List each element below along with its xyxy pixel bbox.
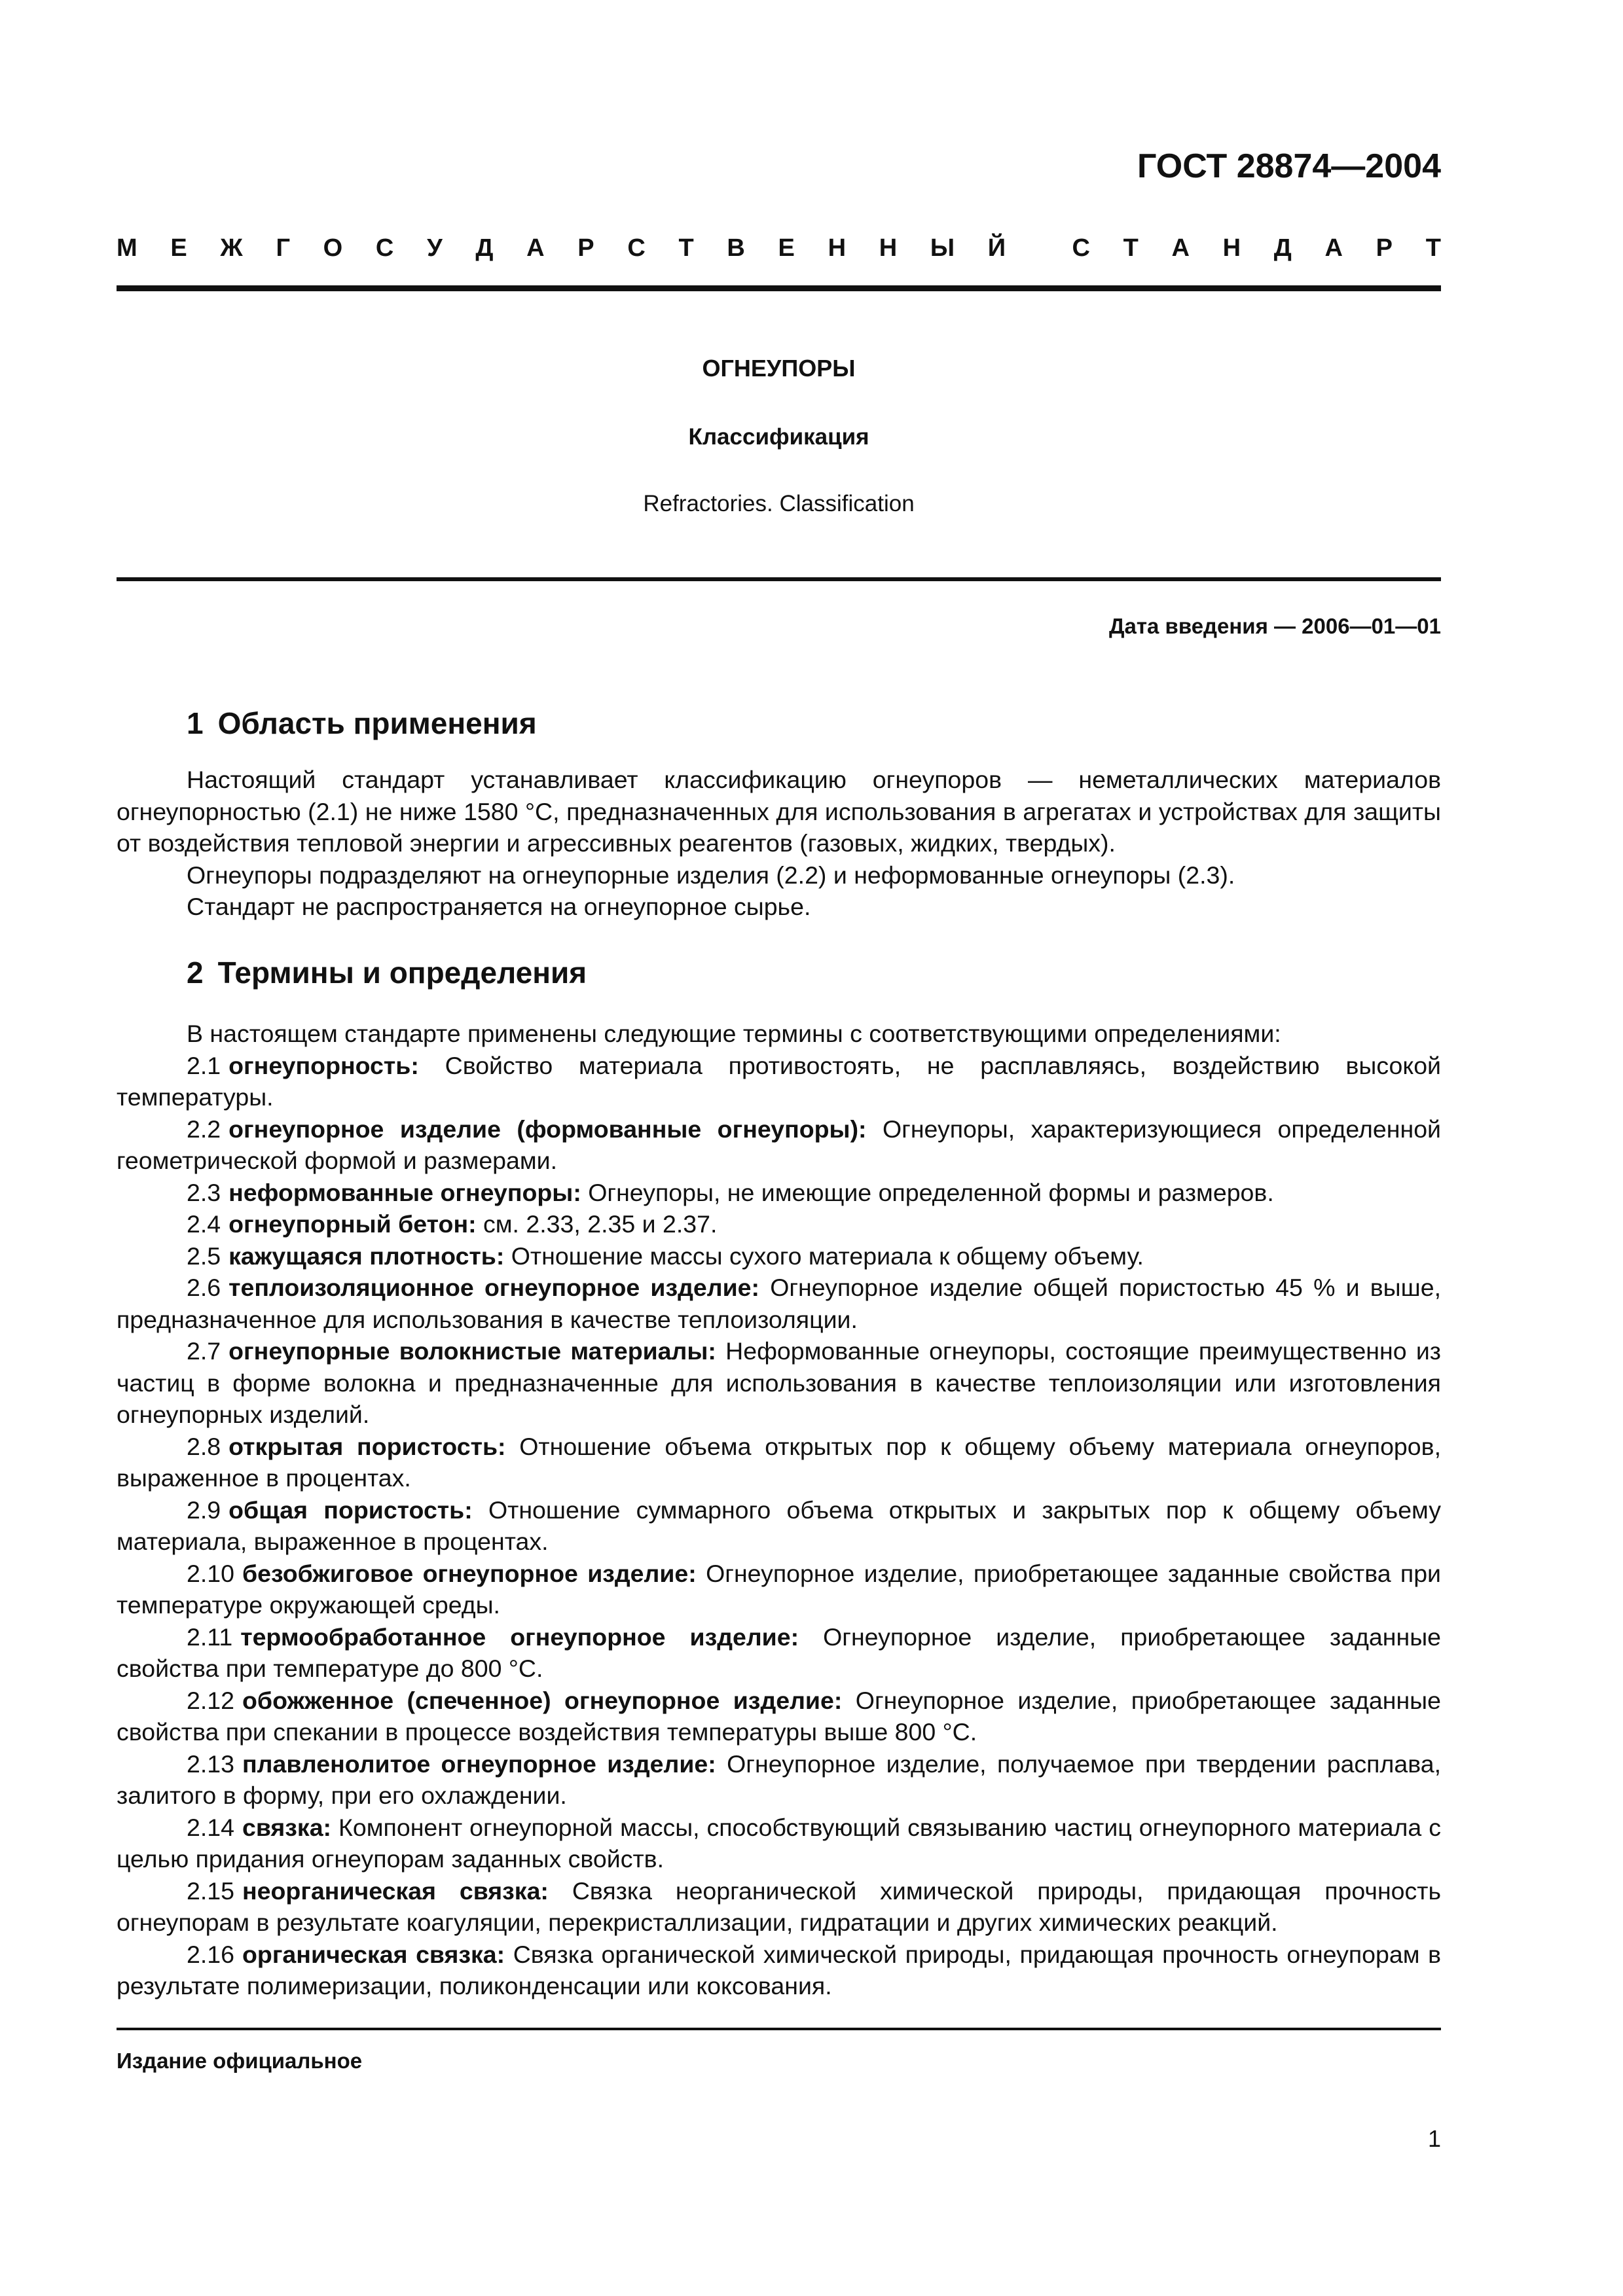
term-definition: Огнеупорное изделие, получаемое при твердении расплава, залитого в форму, при его охлаждении.	[117, 1749, 1441, 1809]
term-name: неформованные огнеупоры:	[228, 1178, 581, 1206]
term-entry	[117, 1208, 1441, 1240]
term-entry	[117, 1939, 1441, 2002]
banner-letter: Е	[778, 234, 795, 262]
term-number: 2.16	[187, 1940, 234, 1968]
term-definition: Свойство материала противостоять, не расплавляясь, воздействию высокой температуры.	[117, 1051, 1441, 1111]
banner-letter: Н	[1222, 234, 1241, 262]
term-entry	[117, 1685, 1441, 1748]
term-number: 2.12	[187, 1686, 234, 1714]
section-heading	[187, 708, 537, 738]
term-number: 2.7	[187, 1337, 221, 1365]
banner-letter: С	[1072, 234, 1090, 262]
doc-number: ГОСТ 28874—2004	[1137, 147, 1441, 185]
section-title: Область применения	[217, 706, 537, 740]
page-number: 1	[1427, 2125, 1441, 2152]
term-entry	[117, 1431, 1441, 1494]
banner-letter: Р	[577, 234, 594, 262]
term-definition: Связка органической химической природы, придающая прочность огнеупорам в результате полимеризации, поликонденсации или коксования.	[117, 1940, 1442, 2000]
intro-date: Дата введения — 2006—01—01	[1109, 614, 1441, 638]
banner-letter: Н	[828, 234, 847, 262]
term-name: безобжиговое огнеупорное изделие:	[242, 1559, 697, 1587]
section-number: 1	[187, 706, 204, 740]
banner-letter: Т	[678, 234, 694, 262]
term-definition: Отношение массы сухого материала к общему объему.	[511, 1242, 1144, 1270]
banner-letter: С	[627, 234, 646, 262]
banner-letter: Е	[170, 234, 187, 262]
terms-list	[117, 1018, 1441, 2002]
term-entry	[117, 1621, 1441, 1685]
term-entry	[117, 1558, 1441, 1621]
banner-letter: Д	[1273, 234, 1292, 262]
term-number: 2.10	[187, 1559, 234, 1587]
term-entry	[117, 1050, 1441, 1113]
term-entry	[117, 1494, 1441, 1558]
banner-letter: Т	[1123, 234, 1139, 262]
document-title: ОГНЕУПОРЫ	[702, 355, 856, 382]
term-entry	[117, 1812, 1441, 1875]
banner-letter: А	[1171, 234, 1190, 262]
paragraph: В настоящем стандарте применены следующие термины с соответствующими определениями:	[187, 1020, 1281, 1047]
term-number: 2.5	[187, 1242, 221, 1270]
term-entry	[117, 1240, 1441, 1272]
term-definition: Отношение объема открытых пор к общему объему материала огнеупоров, выраженное в процентах.	[117, 1432, 1441, 1492]
section-number: 2	[187, 956, 204, 990]
term-name: огнеупорные волокнистые материалы:	[228, 1337, 716, 1365]
banner-letter: У	[427, 234, 443, 262]
term-entry	[117, 1113, 1441, 1177]
document-title-english: Refractories. Classification	[643, 491, 915, 516]
paragraph: Настоящий стандарт устанавливает классификацию огнеупоров — неметаллических материалов огнеупорностью (2.1) не ниже 1580 °С, предназначенных для использования в агрегатах и устройствах для защиты от воздействия тепловой энергии и агрессивных реагентов (газовых, жидких, твердых).	[117, 766, 1441, 857]
standard-type-banner	[117, 236, 1441, 260]
term-entry	[117, 1748, 1441, 1812]
title-divider	[117, 577, 1441, 581]
edition-note: Издание официальное	[117, 2049, 363, 2073]
term-definition: Отношение суммарного объема открытых и закрытых пор к общему объему материала, выраженное в процентах.	[117, 1496, 1442, 1555]
term-name: обожженное (спеченное) огнеупорное изделие:	[242, 1686, 843, 1714]
term-name: органическая связка:	[242, 1940, 505, 1968]
term-definition: Компонент огнеупорной массы, способствующий связыванию частиц огнеупорного материала с целью придания огнеупорам заданных свойств.	[117, 1813, 1441, 1873]
term-name: теплоизоляционное огнеупорное изделие:	[228, 1274, 759, 1301]
term-definition: Огнеупорное изделие общей пористостью 45 % и выше, предназначенное для использования в качестве теплоизоляции.	[117, 1274, 1441, 1333]
term-number: 2.11	[187, 1623, 233, 1651]
term-number: 2.8	[187, 1432, 221, 1460]
term-name: термообработанное огнеупорное изделие:	[240, 1623, 799, 1651]
footer-divider	[117, 2028, 1441, 2030]
term-number: 2.2	[187, 1115, 221, 1143]
document-subtitle: Классификация	[688, 424, 869, 450]
banner-letter: Й	[987, 234, 1006, 262]
term-definition: Огнеупорное изделие, приобретающее заданные свойства при температуре окружающей среды.	[117, 1559, 1442, 1619]
term-entry	[117, 1177, 1441, 1209]
banner-letter: С	[375, 234, 394, 262]
paragraph: Огнеупоры подразделяют на огнеупорные изделия (2.2) и неформованные огнеупоры (2.3).	[187, 861, 1235, 889]
section-body	[117, 764, 1441, 923]
term-number: 2.1	[187, 1051, 221, 1079]
banner-letter: А	[526, 234, 545, 262]
term-definition: Огнеупоры, не имеющие определенной формы и размеров.	[588, 1178, 1274, 1206]
term-name: кажущаяся плотность:	[228, 1242, 505, 1270]
banner-letter: Т	[1425, 234, 1441, 262]
banner-letter: Г	[276, 234, 290, 262]
term-name: открытая пористость:	[228, 1432, 506, 1460]
header-divider	[117, 285, 1441, 291]
banner-letter: М	[117, 234, 137, 262]
section-title: Термины и определения	[217, 956, 587, 990]
term-entry	[117, 1875, 1441, 1939]
banner-letter: Ы	[930, 234, 955, 262]
term-number: 2.3	[187, 1178, 221, 1206]
term-definition: Огнеупорное изделие, приобретающее заданные свойства при спекании в процессе воздействия температуры выше 800 °С.	[117, 1686, 1441, 1746]
term-name: огнеупорный бетон:	[228, 1210, 477, 1238]
term-definition: Неформованные огнеупоры, состоящие преимущественно из частиц в форме волокна и предназначенные для использования в качестве теплоизоляции или изготовления огнеупорных изделий.	[117, 1337, 1441, 1428]
term-name: огнеупорность:	[228, 1051, 419, 1079]
banner-letter: О	[323, 234, 343, 262]
banner-letter: Д	[475, 234, 494, 262]
term-definition: Связка неорганической химической природы, придающая прочность огнеупорам в результате коагуляции, перекристаллизации, гидратации и других химических реакций.	[117, 1876, 1441, 1936]
paragraph: Стандарт не распространяется на огнеупорное сырье.	[187, 893, 811, 920]
term-entry	[117, 1272, 1441, 1335]
term-name: неорганическая связка:	[242, 1876, 549, 1905]
section-heading	[187, 958, 587, 988]
term-number: 2.9	[187, 1496, 221, 1524]
term-number: 2.13	[187, 1749, 234, 1778]
term-entry	[117, 1335, 1441, 1431]
banner-letter: А	[1324, 234, 1343, 262]
term-definition: см. 2.33, 2.35 и 2.37.	[483, 1210, 718, 1238]
term-number: 2.6	[187, 1274, 221, 1301]
term-number: 2.4	[187, 1210, 221, 1238]
term-name: плавленолитое огнеупорное изделие:	[242, 1749, 716, 1778]
banner-letter: Ж	[220, 234, 243, 262]
term-name: общая пористость:	[228, 1496, 473, 1524]
term-number: 2.15	[187, 1876, 234, 1905]
term-name: огнеупорное изделие (формованные огнеупоры):	[228, 1115, 867, 1143]
banner-letter: В	[727, 234, 745, 262]
banner-letter: Н	[879, 234, 898, 262]
term-name: связка:	[242, 1813, 332, 1841]
term-number: 2.14	[187, 1813, 234, 1841]
term-definition: Огнеупоры, характеризующиеся определенной геометрической формой и размерами.	[117, 1115, 1442, 1174]
term-definition: Огнеупорное изделие, приобретающее заданные свойства при температуре до 800 °С.	[117, 1623, 1442, 1682]
banner-letter: Р	[1376, 234, 1393, 262]
